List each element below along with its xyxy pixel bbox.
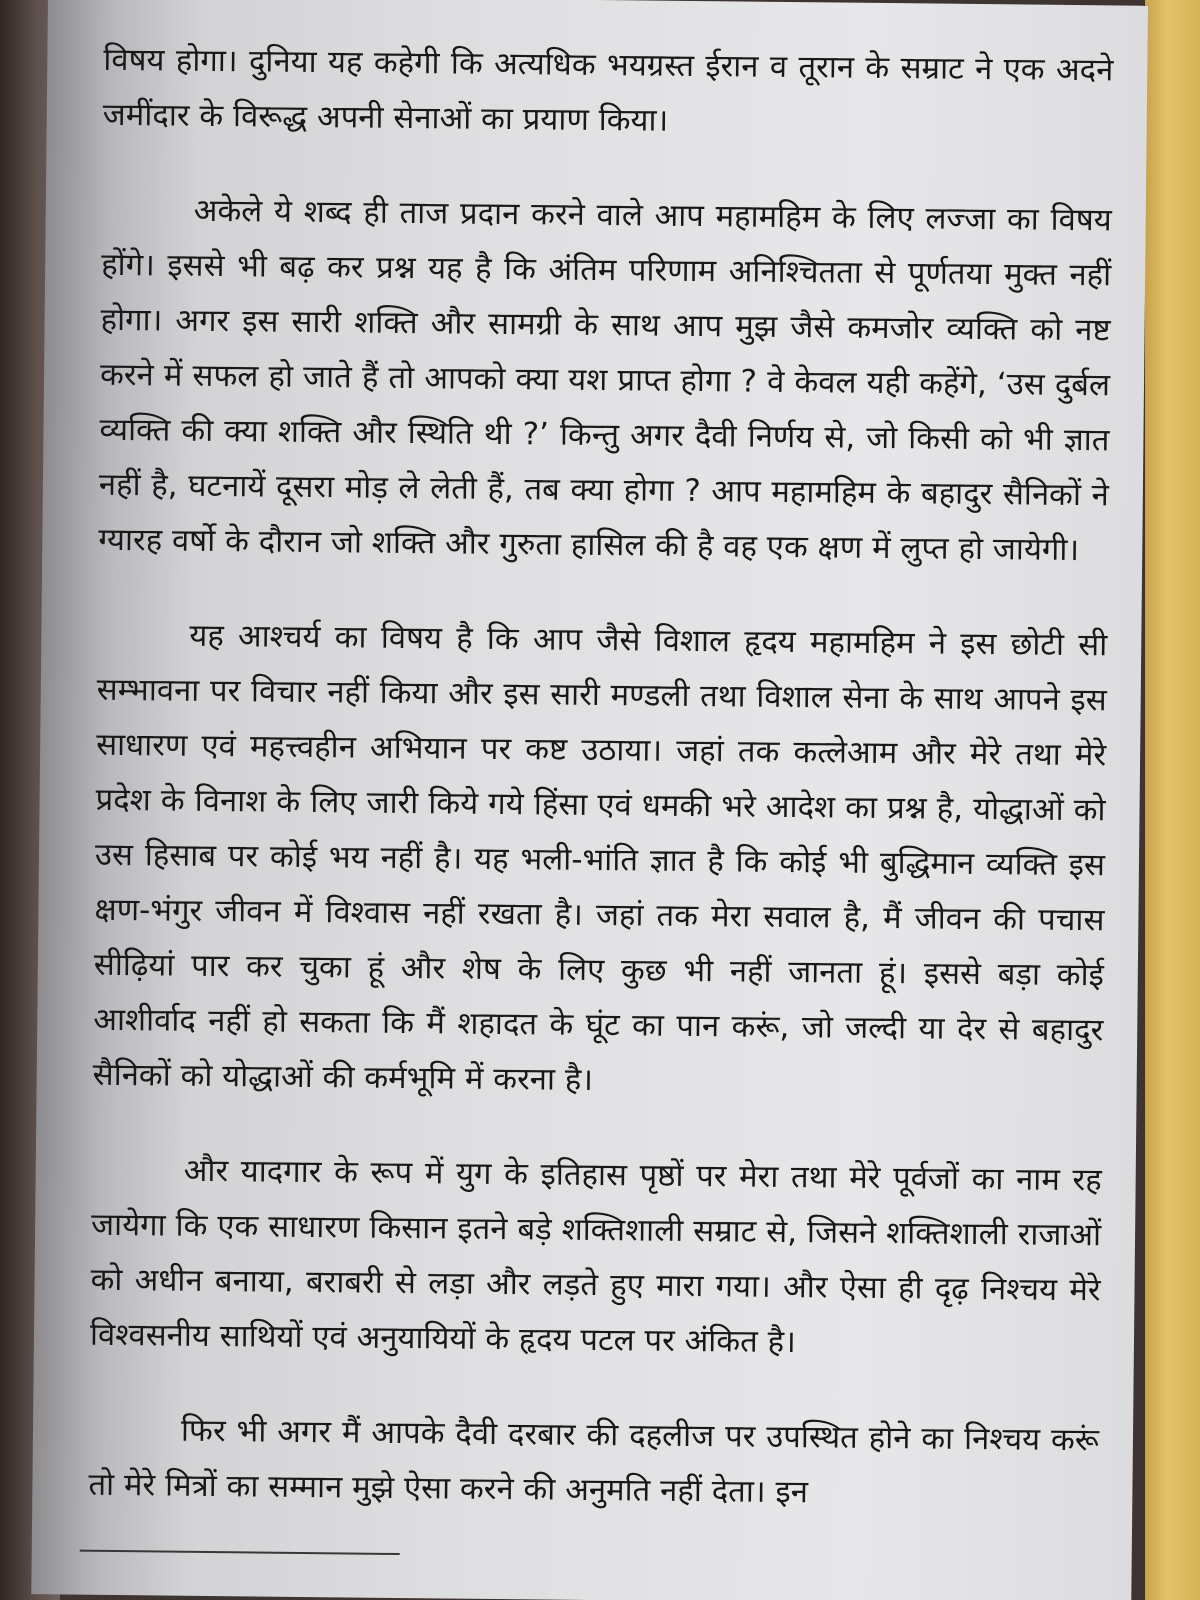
desk-background <box>1145 0 1200 1600</box>
paragraph-1: विषय होगा। दुनिया यह कहेगी कि अत्यधिक भयग्रस्त ईरान व तूरान के सम्राट ने एक अदने जमींदार के विरूद्ध अपनी सेनाओं का प्रयाण किया। <box>102 41 1114 139</box>
book-page <box>31 0 1148 1600</box>
paragraph-4: और यादगार के रूप में युग के इतिहास पृष्ठों पर मेरा तथा मेरे पूर्वजों का नाम रह जायेगा कि एक साधारण किसान इतने बड़े शक्तिशाली सम्राट से, जिसने शक्तिशाली राजाओं को अधीन बनाया, बराबरी से लड़ा और लड़ते हुए मारा गया। और ऐसा ही दृढ़ निश्चय मेरे विश्वसनीय साथियों एवं अनुयायियों के हृदय पटल पर अंकित है। <box>89 1152 1102 1361</box>
body-text <box>88 33 1114 1563</box>
paragraph-3: यह आश्चर्य का विषय है कि आप जैसे विशाल हृदय महामहिम ने इस छोटी सी सम्भावना पर विचार नहीं किया और इस सारी मण्डली तथा विशाल सेना के साथ आपने इस साधारण एवं महत्त्वहीन अभियान पर कष्ट उठाया। जहां तक कत्लेआम और मेरे तथा मेरे प्रदेश के विनाश के लिए जारी किये गये हिंसा एवं धमकी भरे आदेश का प्रश्न है, योद्धाओं को उस हिसाब पर कोई भय नहीं है। यह भली-भांति ज्ञात है कि कोई भी बुद्धिमान व्यक्ति इस क्षण-भंगुर जीवन में विश्वास नहीं रखता है। जहां तक मेरा सवाल है, मैं जीवन की पचास सीढ़ियां पार कर चुका हूं और शेष के लिए कुछ भी नहीं जानता हूं। इससे बड़ा कोई आशीर्वाद नहीं हो सकता कि मैं शहादत के घूंट का पान करूं, जो जल्दी या देर से बहादुर सैनिकों को योद्धाओं की कर्मभूमि में करना है। <box>92 617 1108 1099</box>
paragraph-5: फिर भी अगर मैं आपके दैवी दरबार की दहलीज पर उपस्थित होने का निश्चय करूं तो मेरे मित्रों का सम्मान मुझे ऐसा करने की अनुमति नहीं देता। इन <box>88 1412 1100 1511</box>
paragraph-2: अकेले ये शब्द ही ताज प्रदान करने वाले आप महामहिम के लिए लज्जा का विषय होंगे। इससे भी बढ़ कर प्रश्न यह है कि अंतिम परिणाम अनिश्चितता से पूर्णतया मुक्त नहीं होगा। अगर इस सारी शक्ति और सामग्री के साथ आप मुझ जैसे कमजोर व्यक्ति को नष्ट करने में सफल हो जाते हैं तो आपको क्या यश प्राप्त होगा ? वे केवल यही कहेंगे, ‘उस दुर्बल व्यक्ति की क्या शक्ति और स्थिति थी ?’ किन्तु अगर दैवी निर्णय से, जो किसी को भी ज्ञात नहीं है, घटनायें दूसरा मोड़ ले लेती हैं, तब क्या होगा ? आप महामहिम के बहादुर सैनिकों ने ग्यारह वर्षो के दौरान जो शक्ति और गुरुता हासिल की है वह एक क्षण में लुप्त हो जायेगी। <box>98 192 1112 569</box>
